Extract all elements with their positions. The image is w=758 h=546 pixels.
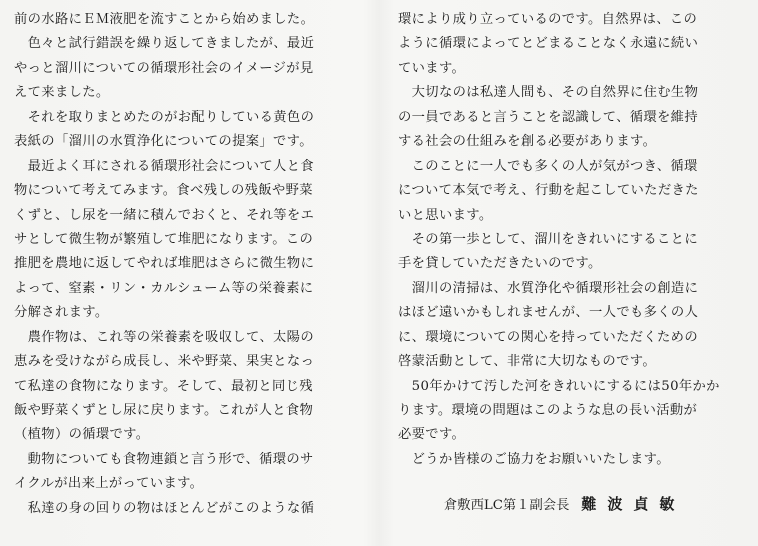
text-line: 恵みを受けながら成長し、米や野菜、果実となっ	[14, 354, 315, 370]
text-line: どうか皆様のご協力をお願いいたします。	[398, 451, 670, 467]
text-line: いと思います。	[398, 207, 493, 223]
signature-title: 倉敷西LC第１副会長	[444, 498, 570, 513]
text-line: くずと、し尿を一緒に積んでおくと、それ等をエ	[14, 207, 315, 223]
text-line: 私達の身の回りの物はほとんどがこのような循	[14, 500, 315, 516]
text-line: 溜川の清掃は、水質浄化や循環形社会の創造に	[398, 280, 699, 296]
text-line: 物について考えてみます。食べ残しの残飯や野菜	[14, 183, 313, 199]
text-line: に、環境についての関心を持っていただくための	[398, 329, 698, 345]
text-line: 環により成り立っているのです。自然界は、この	[398, 12, 698, 27]
text-line: 分解されます。	[14, 305, 109, 321]
text-line: 色々と試行錯誤を繰り返してきましたが、最近	[14, 36, 315, 52]
text-line: 手を貸していただきたいのです。	[398, 256, 602, 272]
text-line: ています。	[398, 60, 466, 76]
text-line: それを取りまとめたのがお配りしている黄色の	[14, 109, 315, 125]
text-line: 最近よく耳にされる循環形社会について人と食	[14, 158, 314, 174]
text-line: の一員であると言うことを認識して、循環を維持	[398, 109, 698, 125]
text-line: その第一歩として、溜川をきれいにすることに	[398, 231, 698, 247]
text-line: 必要です。	[398, 427, 466, 443]
text-line: 動物についても食物連鎖と言う形で、循環のサ	[14, 451, 314, 467]
signature	[444, 491, 685, 517]
text-line: イクルが出来上がっています。	[14, 476, 204, 492]
text-line: やっと溜川についての循環形社会のイメージが見	[14, 60, 314, 76]
text-line: 大切なのは私達人間も、その自然界に住む生物	[398, 85, 699, 101]
text-line: 前の水路にＥＭ液肥を流すことから始めました。	[14, 12, 315, 27]
text-line: このことに一人でも多くの人が気がつき、循環	[398, 158, 698, 174]
text-line: （植物）の循環です。	[14, 427, 150, 443]
signature-name: 難波貞敏	[581, 495, 686, 513]
text-line: 飯や野菜くずとし尿に戻ります。これが人と食物	[14, 403, 314, 418]
text-line: 推肥を農地に返してやれば堆肥はさらに微生物に	[14, 256, 315, 272]
text-line: する社会の仕組みを創る必要があります。	[398, 134, 657, 150]
text-line: えて来ました。	[14, 85, 110, 101]
text-line: はほど遠いかもしれませんが、一人でも多くの人	[398, 305, 699, 321]
text-line: 表紙の「溜川の水質浄化についての提案」です。	[14, 134, 313, 150]
left-text-column	[14, 8, 366, 521]
text-line: 農作物は、これ等の栄養素を吸収して、太陽の	[14, 329, 314, 345]
text-line: ように循環によってとどまることなく永遠に続い	[398, 36, 699, 52]
text-line: て私達の食物になります。そして、最初と同じ残	[14, 378, 313, 394]
text-line: サとして微生物が繁殖して堆肥になります。この	[14, 231, 314, 247]
right-text-column	[398, 8, 750, 472]
text-line: について本気で考え、行動を起こしていただきた	[398, 183, 699, 199]
text-line: 50年かけて汚した河をきれいにするには50年かか	[398, 378, 720, 394]
text-line: よって、窒素・リン・カルシューム等の栄養素に	[14, 280, 314, 296]
text-line: ります。環境の問題はこのような息の長い活動が	[398, 403, 698, 418]
text-line: 啓蒙活動として、非常に大切なものです。	[398, 354, 656, 370]
